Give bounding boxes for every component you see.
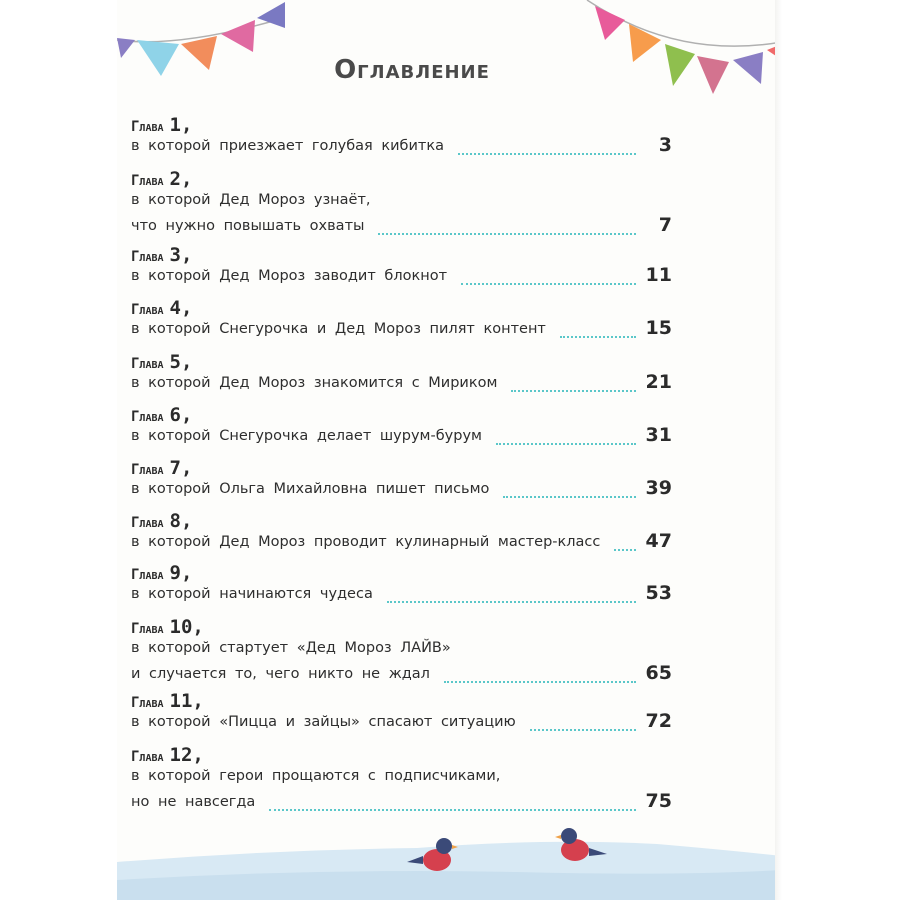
chapter-title-line: в которой Снегурочка делает шурум-бурум — [131, 428, 482, 444]
flag-purple-right — [733, 52, 763, 84]
chapter-label: Глава — [131, 749, 164, 765]
flag-pink-left — [221, 20, 255, 52]
flag-orange-left — [181, 36, 217, 70]
flag-purple-left — [117, 38, 135, 58]
chapter-title-line: в которой стартует «Дед Мороз ЛАЙВ» — [131, 640, 451, 656]
dot-leader — [496, 443, 636, 445]
flag-pink-right — [595, 6, 625, 40]
dot-leader — [530, 729, 636, 731]
dot-leader — [560, 336, 636, 338]
chapter-label: Глава — [131, 249, 164, 265]
dot-leader — [614, 549, 636, 551]
chapter-heading — [131, 297, 192, 319]
toc-page — [117, 0, 782, 900]
flag-green-right — [665, 44, 695, 86]
page-title: Оглавление — [334, 55, 490, 85]
chapter-heading — [131, 404, 192, 426]
dot-leader — [503, 496, 636, 498]
chapter-label: Глава — [131, 302, 164, 318]
chapter-label: Глава — [131, 119, 164, 135]
chapter-heading — [131, 510, 192, 532]
chapter-title-line: но не навсегда — [131, 794, 256, 810]
chapter-label: Глава — [131, 409, 164, 425]
page-number: 47 — [645, 530, 672, 552]
chapter-number: 7, — [169, 457, 193, 479]
chapter-number: 10, — [169, 616, 204, 638]
chapter-title-line: в которой Дед Мороз заводит блокнот — [131, 268, 448, 284]
page-number: 39 — [645, 477, 672, 499]
page-number: 75 — [645, 790, 672, 812]
chapter-title-line: в которой начинаются чудеса — [131, 586, 373, 602]
chapter-heading — [131, 690, 204, 712]
chapter-title-line: в которой Дед Мороз узнаёт, — [131, 192, 371, 208]
chapter-number: 2, — [169, 168, 193, 190]
chapter-heading — [131, 351, 192, 373]
page-edge-shadow — [775, 0, 782, 900]
chapter-heading — [131, 616, 204, 638]
page-number: 31 — [645, 424, 672, 446]
flag-blue-left — [137, 40, 179, 76]
flag-rose-right — [697, 56, 729, 94]
chapter-number: 11, — [169, 690, 204, 712]
chapter-heading — [131, 457, 192, 479]
chapter-number: 12, — [169, 744, 204, 766]
page-number: 15 — [645, 317, 672, 339]
dot-leader — [444, 681, 636, 683]
dot-leader — [458, 153, 636, 155]
page-number: 72 — [645, 710, 672, 732]
dot-leader — [461, 283, 636, 285]
chapter-number: 9, — [169, 562, 193, 584]
chapter-heading — [131, 244, 192, 266]
snow-hill-illustration — [117, 810, 782, 900]
dot-leader — [511, 390, 636, 392]
chapter-label: Глава — [131, 621, 164, 637]
page-margin — [782, 0, 900, 900]
chapter-label: Глава — [131, 695, 164, 711]
page-number: 7 — [658, 214, 672, 236]
chapter-number: 4, — [169, 297, 193, 319]
chapter-label: Глава — [131, 462, 164, 478]
chapter-heading — [131, 562, 192, 584]
chapter-number: 6, — [169, 404, 193, 426]
chapter-title-line: в которой Дед Мороз проводит кулинарный мастер-класс — [131, 534, 601, 550]
chapter-title-line: в которой герои прощаются с подписчиками, — [131, 768, 501, 784]
chapter-label: Глава — [131, 173, 164, 189]
chapter-title-line: в которой «Пицца и зайцы» спасают ситуацию — [131, 714, 516, 730]
dot-leader — [387, 601, 636, 603]
chapter-number: 3, — [169, 244, 193, 266]
chapter-title-line: в которой Ольга Михайловна пишет письмо — [131, 481, 490, 497]
chapter-title-line: что нужно повышать охваты — [131, 218, 365, 234]
chapter-title-line: в которой Дед Мороз знакомится с Мириком — [131, 375, 498, 391]
chapter-heading — [131, 114, 192, 136]
chapter-number: 5, — [169, 351, 193, 373]
chapter-number: 1, — [169, 114, 193, 136]
chapter-title-line: в которой Снегурочка и Дед Мороз пилят контент — [131, 321, 546, 337]
chapter-label: Глава — [131, 356, 164, 372]
chapter-heading — [131, 744, 204, 766]
page-number: 21 — [645, 371, 672, 393]
chapter-label: Глава — [131, 515, 164, 531]
page-number: 53 — [645, 582, 672, 604]
page-number: 3 — [658, 134, 672, 156]
chapter-label: Глава — [131, 567, 164, 583]
page-number: 65 — [645, 662, 672, 684]
chapter-number: 8, — [169, 510, 193, 532]
dot-leader — [378, 233, 636, 235]
chapter-title-line: в которой приезжает голубая кибитка — [131, 138, 445, 154]
page-number: 11 — [645, 264, 672, 286]
chapter-heading — [131, 168, 192, 190]
chapter-title-line: и случается то, чего никто не ждал — [131, 666, 430, 682]
